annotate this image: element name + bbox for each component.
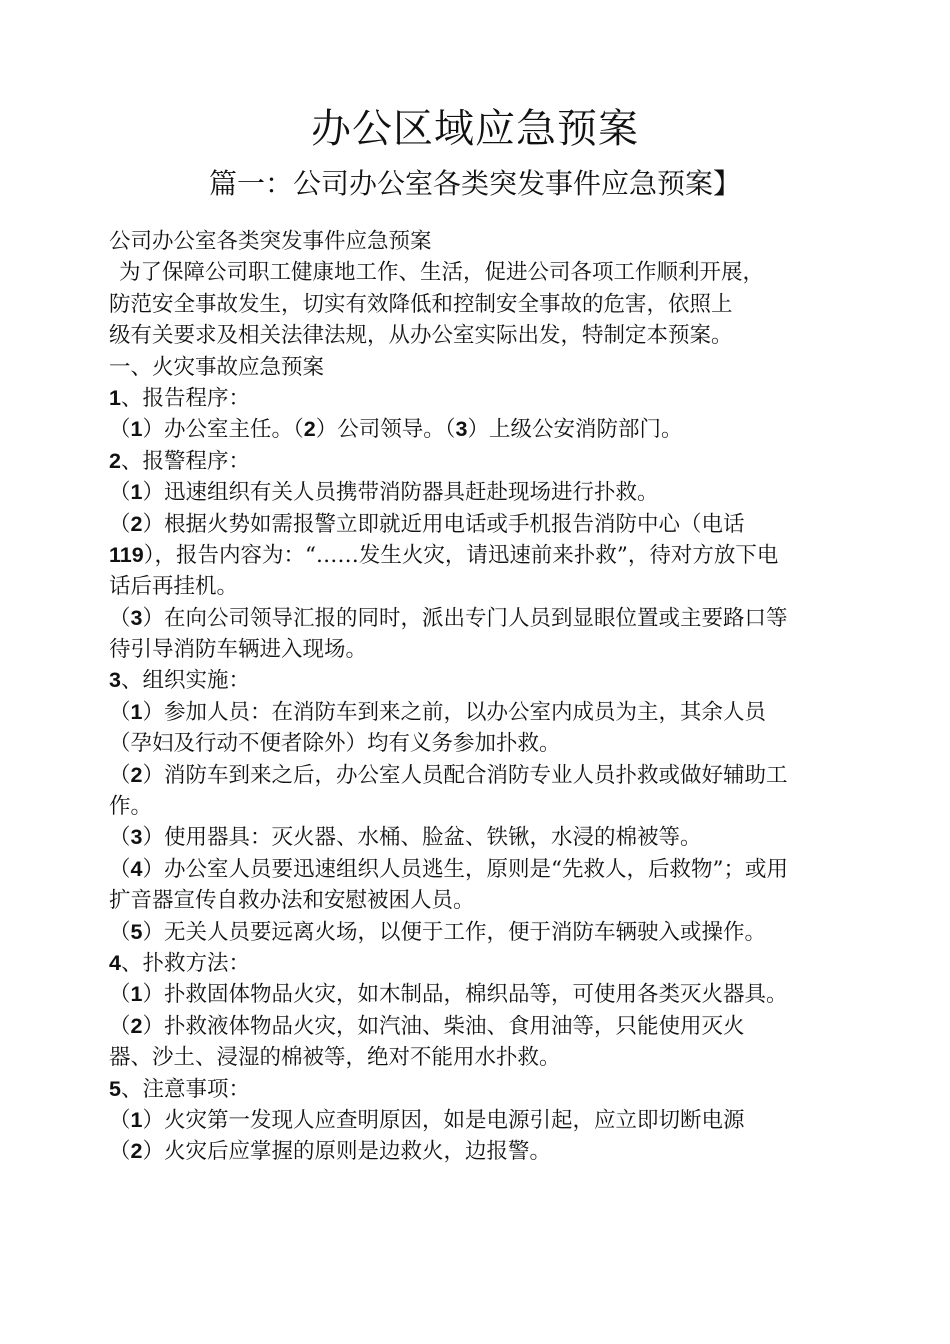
paragraph-line: 防范安全事故发生，切实有效降低和控制安全事故的危害，依照上 xyxy=(109,291,733,317)
paragraph-line: 级有关要求及相关法律法规，从办公室实际出发，特制定本预案。 xyxy=(109,323,733,349)
paragraph-line: （5）无关人员要远离火场，以便于工作，便于消防车辆驶入或操作。 xyxy=(109,919,766,945)
paragraph-line: 为了保障公司职工健康地工作、生活，促进公司各项工作顺利开展， xyxy=(119,260,765,286)
paragraph-line: （1）火灾第一发现人应查明原因，如是电源引起，应立即切断电源 xyxy=(109,1107,745,1133)
paragraph-line: 3、组织实施： xyxy=(109,668,250,694)
list-number: 2 xyxy=(130,511,143,536)
paragraph-line: 器、沙土、浸湿的棉被等，绝对不能用水扑救。 xyxy=(109,1045,561,1071)
list-number: 1 xyxy=(130,699,143,724)
list-number: 2 xyxy=(130,1013,143,1038)
paragraph-line: （4）办公室人员要迅速组织人员逃生，原则是“先救人，后救物”；或用 xyxy=(109,856,788,882)
paragraph-line: （3）使用器具：灭火器、水桶、脸盆、铁锹，水浸的棉被等。 xyxy=(109,825,702,851)
paragraph-line: 话后再挂机。 xyxy=(109,574,239,600)
paragraph-line: （1）办公室主任。（2）公司领导。（3）上级公安消防部门。 xyxy=(109,417,683,443)
list-number: 3 xyxy=(455,417,468,442)
paragraph-line: （1）迅速组织有关人员携带消防器具赶赴现场进行扑救。 xyxy=(109,480,659,506)
list-number: 1 xyxy=(109,385,121,410)
paragraph-line: 公司办公室各类突发事件应急预案 xyxy=(109,229,432,254)
paragraph-line: 扩音器宣传自救办法和安慰被困人员。 xyxy=(109,888,475,914)
paragraph-line: 4、扑救方法： xyxy=(109,950,250,976)
list-number: 2 xyxy=(109,448,121,473)
paragraph-line: 5、注意事项： xyxy=(109,1076,250,1102)
list-number: 2 xyxy=(130,762,143,787)
document-title: 办公区域应急预案 xyxy=(311,106,639,152)
list-number: 1 xyxy=(130,982,143,1007)
paragraph-line: 待引导消防车辆进入现场。 xyxy=(109,637,368,663)
list-number: 119 xyxy=(109,542,144,567)
paragraph-line: （1）扑救固体物品火灾，如木制品，棉织品等，可使用各类灭火器具。 xyxy=(109,982,788,1008)
paragraph-line: 1、报告程序： xyxy=(109,385,250,411)
list-number: 1 xyxy=(130,480,143,505)
document-subtitle: 篇一：公司办公室各类突发事件应急预案】 xyxy=(208,167,741,200)
list-number: 5 xyxy=(130,919,143,944)
paragraph-line: 一、火灾事故应急预案 xyxy=(109,354,325,380)
list-number: 4 xyxy=(130,856,143,881)
paragraph-line: （孕妇及行动不便者除外）均有义务参加扑救。 xyxy=(109,731,561,757)
list-number: 3 xyxy=(109,668,121,693)
list-number: 5 xyxy=(109,1076,121,1101)
list-number: 2 xyxy=(303,417,316,442)
paragraph-line: （2）火灾后应掌握的原则是边救火，边报警。 xyxy=(109,1139,551,1165)
paragraph-line: 作。 xyxy=(109,794,153,820)
list-number: 4 xyxy=(109,950,121,975)
list-number: 3 xyxy=(130,605,143,630)
paragraph-line: 2、报警程序： xyxy=(109,448,250,474)
paragraph-line: （2）消防车到来之后，办公室人员配合消防专业人员扑救或做好辅助工 xyxy=(109,762,788,788)
paragraph-line: （2）扑救液体物品火灾，如汽油、柴油、食用油等，只能使用灭火 xyxy=(109,1013,745,1039)
list-number: 2 xyxy=(130,1139,143,1164)
paragraph-line: （2）根据火势如需报警立即就近用电话或手机报告消防中心（电话 xyxy=(109,511,745,537)
paragraph-line: （1）参加人员：在消防车到来之前，以办公室内成员为主，其余人员 xyxy=(109,699,766,725)
list-number: 1 xyxy=(130,417,143,442)
paragraph-line: （3）在向公司领导汇报的同时，派出专门人员到显眼位置或主要路口等 xyxy=(109,605,788,631)
list-number: 3 xyxy=(130,825,143,850)
list-number: 1 xyxy=(130,1107,143,1132)
paragraph-line: 119），报告内容为：“……发生火灾，请迅速前来扑救”，待对方放下电 xyxy=(109,542,779,568)
document-body xyxy=(109,226,869,1168)
